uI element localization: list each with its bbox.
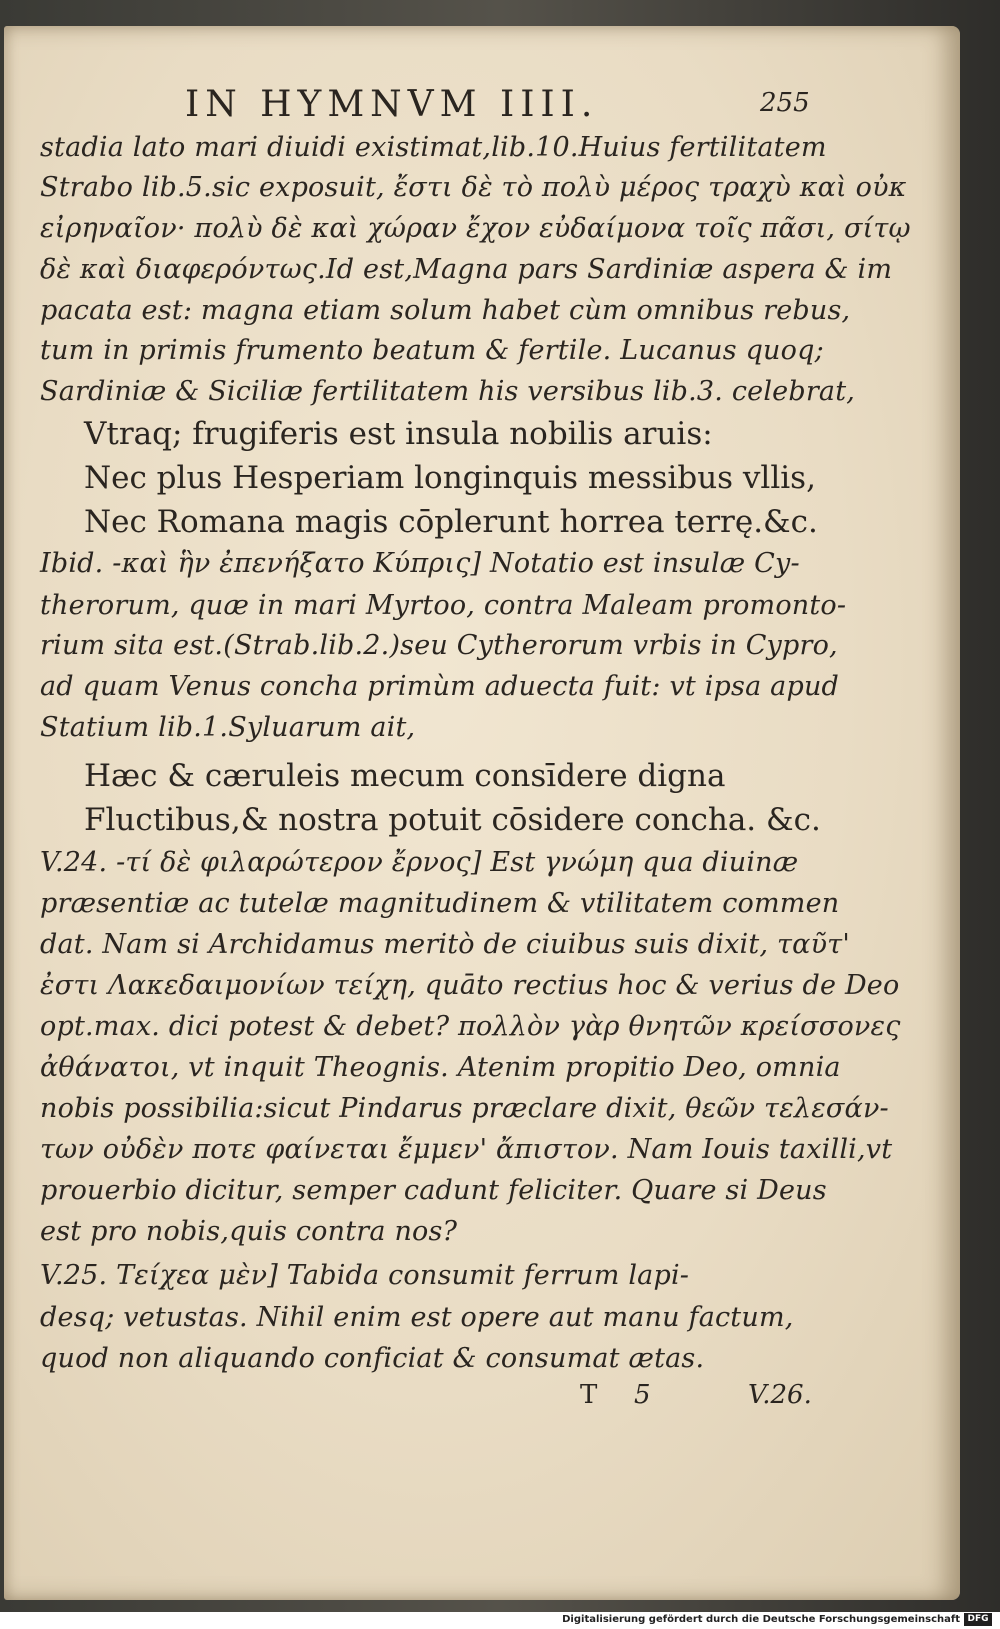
text-line: prouerbio dicitur, semper cadunt feliciter. Quare si Deus [40, 1175, 827, 1206]
text-line: quod non aliquando conficiat & consumat ætas. [40, 1343, 705, 1374]
verse-line: Nec Romana magis cōplerunt horrea terrę.&c. [84, 504, 818, 540]
text-line: stadia lato mari diuidi existimat,lib.10.Huius fertilitatem [40, 132, 827, 163]
signature-mark: T [580, 1380, 598, 1410]
text-line: των οὐδὲν ποτε φαίνεται ἔμμεν' ἄπιστον. Nam Iouis taxilli,vt [40, 1134, 893, 1165]
text-line: ad quam Venus concha primùm aduecta fuit: vt ipsa apud [40, 671, 840, 702]
text-line: δὲ καὶ διαφερόντως.Id est,Magna pars Sardiniæ aspera & im [40, 254, 893, 285]
text-line: ἐστι Λακεδαιμονίων τείχη, quāto rectius hoc & verius de Deo [40, 970, 900, 1001]
text-line: opt.max. dici potest & debet? πολλὸν γὰρ θνητῶν κρείσσονες [40, 1011, 901, 1042]
text-line: rium sita est.(Strab.lib.2.)seu Cytherorum vrbis in Cypro, [40, 630, 838, 661]
text-line: ἀθάνατοι, vt inquit Theognis. Atenim propitio Deo, omnia [40, 1052, 841, 1083]
text-line: therorum, quæ in mari Myrtoo, contra Maleam promonto- [40, 590, 847, 621]
dfg-logo-icon: DFG [964, 1613, 992, 1626]
page-number: 255 [760, 88, 810, 118]
text-line: præsentiæ ac tutelæ magnitudinem & vtilitatem commen [40, 888, 840, 919]
text-line: tum in primis frumento beatum & fertile. Lucanus quoq; [40, 335, 824, 366]
verse-line: Hæc & cæruleis mecum consīdere digna [84, 758, 726, 794]
text-line: V.24. -τί δὲ φιλαρώτερον ἔρνος] Est γνώμη qua diuinæ [40, 847, 799, 878]
catchword: V.26. [748, 1380, 812, 1410]
running-header: IN HYMNVM IIII. [185, 84, 599, 125]
text-line: V.25. Τείχεα μὲν] Tabida consumit ferrum lapi- [40, 1260, 690, 1291]
verse-line: Vtraq; frugiferis est insula nobilis aruis: [84, 416, 713, 452]
text-line: est pro nobis,quis contra nos? [40, 1216, 458, 1247]
text-line: dat. Nam si Archidamus meritò de ciuibus suis dixit, ταῦτ' [40, 929, 850, 960]
verse-line: Nec plus Hesperiam longinquis messibus vllis, [84, 460, 816, 496]
text-line: pacata est: magna etiam solum habet cùm omnibus rebus, [40, 295, 851, 326]
verse-line: Fluctibus,& nostra potuit cōsidere concha. &c. [84, 802, 821, 838]
text-line: εἰρηναῖον· πολὺ δὲ καὶ χώραν ἔχον εὐδαίμονα τοῖς πᾶσι, σίτῳ [40, 213, 911, 244]
text-line: nobis possibilia:sicut Pindarus præclare dixit, θεῶν τελεσάν- [40, 1093, 889, 1124]
text-line: Sardiniæ & Siciliæ fertilitatem his versibus lib.3. celebrat, [40, 376, 856, 407]
footer-credit: Digitalisierung gefördert durch die Deutsche Forschungsgemeinschaft [562, 1614, 960, 1625]
text-line: Ibid. -καὶ ἣν ἐπενήξατο Κύπρις] Notatio est insulæ Cy- [40, 548, 800, 579]
text-line: Statium lib.1.Syluarum ait, [40, 712, 416, 743]
text-line: Strabo lib.5.sic exposuit, ἔστι δὲ τὸ πολὺ μέρος τραχὺ καὶ οὐκ [40, 172, 907, 203]
signature-number: 5 [634, 1380, 651, 1410]
text-line: desq; vetustas. Nihil enim est opere aut manu factum, [40, 1302, 794, 1333]
